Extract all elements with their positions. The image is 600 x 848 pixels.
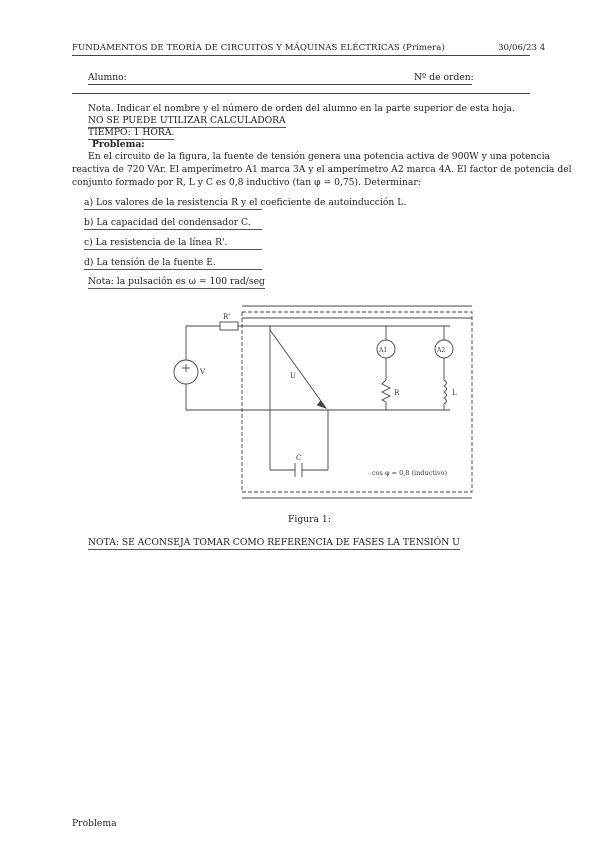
- pf-note: cos φ = 0,8 (inductivo): [372, 469, 448, 477]
- line-resistor-label: R': [223, 313, 231, 321]
- phase-reference-note: NOTA: SE ACONSEJA TOMAR COMO REFERENCIA DE FASES LA TENSIÓN U: [88, 537, 460, 548]
- figure-caption: Figura 1:: [288, 514, 331, 525]
- voltmeter-label: U: [290, 372, 296, 380]
- question-c: c) La resistencia de la línea R'.: [84, 237, 262, 250]
- statement-line-1: En el circuito de la figura, la fuente de tensión genera una potencia activa de 900W y una potencia: [88, 151, 551, 162]
- resistor-r: [382, 380, 390, 402]
- voltmeter-probe: [270, 330, 326, 408]
- problem-heading: Problema:: [92, 139, 145, 150]
- inductor-l: [444, 380, 447, 404]
- source-label: V: [200, 368, 206, 376]
- circuit-figure: [150, 300, 480, 515]
- line-resistor: [220, 322, 238, 330]
- student-order-label: Nº de orden:: [414, 72, 474, 83]
- statement-line-2: reactiva de 720 VAr. El amperímetro A1 marca 3A y el amperímetro A2 marca 4A. El factor de potencia del: [72, 164, 572, 175]
- time-note: TIEMPO: 1 HORA.: [88, 127, 175, 138]
- student-name-line: [88, 84, 472, 85]
- note-line: Nota. Indicar el nombre y el número de orden del alumno en la parte superior de esta hoja.: [88, 103, 515, 114]
- student-name-label: Alumno:: [88, 72, 127, 83]
- question-a: a) Los valores de la resistencia R y el coeficiente de autoinducción L.: [84, 197, 407, 208]
- no-calculator-note: NO SE PUEDE UTILIZAR CALCULADORA: [88, 115, 286, 126]
- inductor-label: L: [452, 389, 457, 397]
- ammeter-1-label: A1: [379, 347, 388, 354]
- student-rule: [72, 93, 530, 94]
- capacitor-label: C: [296, 454, 302, 462]
- header-rule: [72, 55, 530, 56]
- ammeter-2-label: A2: [437, 347, 446, 354]
- footer-label: Problema: [72, 818, 117, 829]
- pulsation-note: Nota: la pulsación es ω = 100 rad/seg: [88, 276, 265, 287]
- header-course: FUNDAMENTOS DE TEORÍA DE CIRCUITOS Y MÁQUINAS ELÉCTRICAS (Primera): [72, 43, 445, 53]
- header-date: 30/06/23 4: [498, 43, 546, 53]
- resistor-label: R: [394, 389, 400, 397]
- statement-line-3: conjunto formado por R, L y C es 0,8 inductivo (tan φ = 0,75). Determinar:: [72, 177, 421, 188]
- question-d: d) La tensión de la fuente E.: [84, 257, 262, 270]
- question-b: b) La capacidad del condensador C.: [84, 217, 262, 230]
